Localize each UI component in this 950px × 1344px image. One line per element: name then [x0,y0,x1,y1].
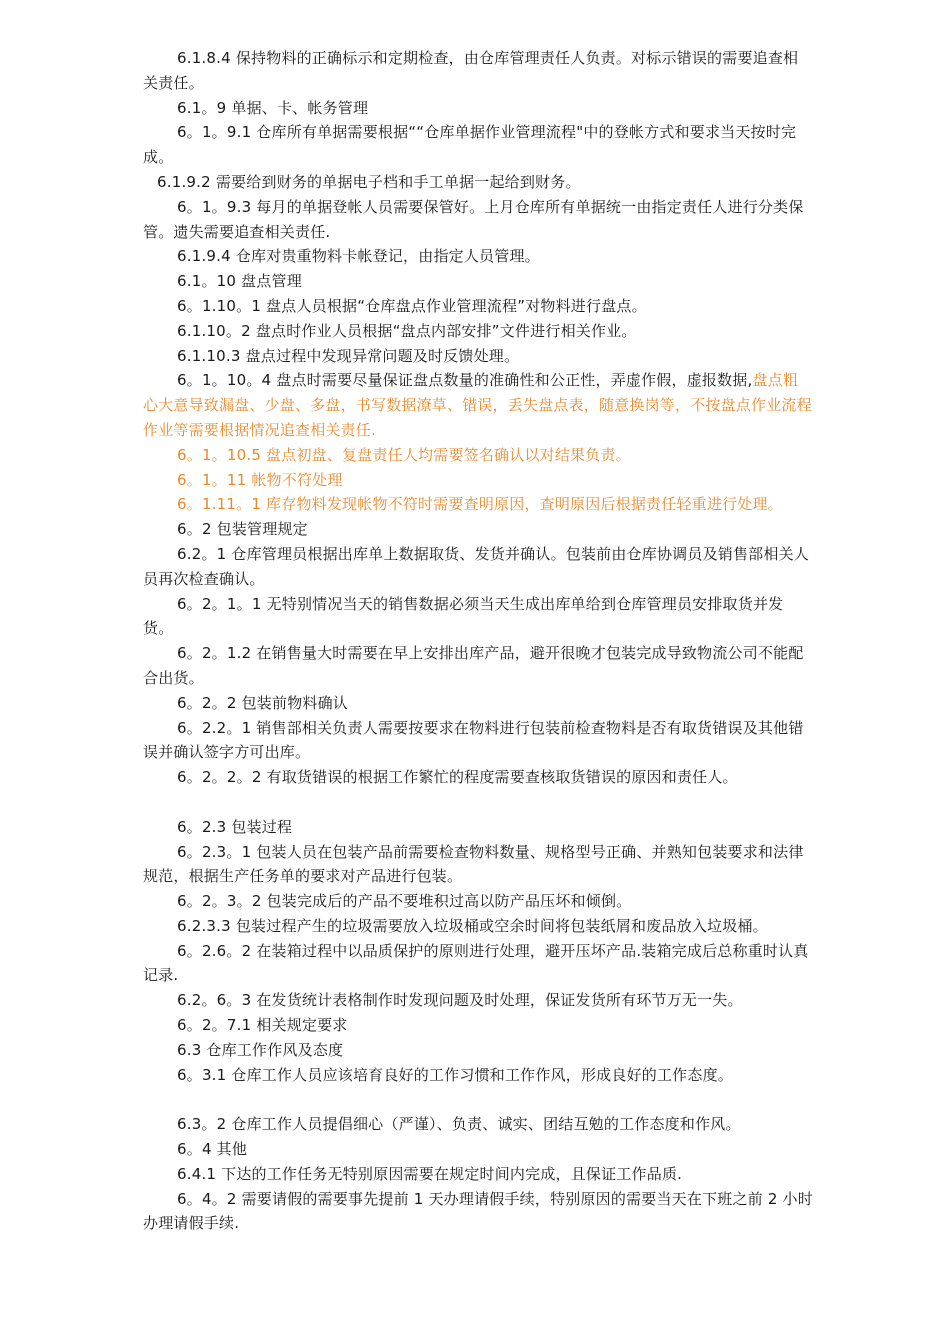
paragraph: 6。1。9.3 每月的单据登帐人员需要保管好。上月仓库所有单据统一由指定责任人进行分类保管。遗失需要追查相关责任. [143,197,804,241]
paragraph: 6。2.3。1 包装人员在包装产品前需要检查物料数量、规格型号正确、并熟知包装要求和法律规范，根据生产任务单的要求对产品进行包装。 [143,842,804,886]
paragraph: 6。2。2。2 有取货错误的根据工作繁忙的程度需要查核取货错误的原因和责任人。 [177,768,738,787]
paragraph: 6。2。1。1 无特别情况当天的销售数据必须当天生成出库单给到仓库管理员安排取货并发货。 [143,594,784,638]
paragraph-highlight: 6。1。10.5 盘点初盘、复盘责任人均需要签名确认以对结果负责。 [177,445,631,464]
blank-line [143,790,813,815]
paragraph: 6。2.2。1 销售部相关负责人需要按要求在物料进行包装前检查物料是否有取货错误及其他错误并确认签字方可出库。 [143,718,804,762]
paragraph: 6.1.10。2 盘点时作业人员根据“盘点内部安排”文件进行相关作业。 [177,321,637,340]
section-heading: 6.1。10 盘点管理 [177,272,302,291]
paragraph: 6。4。2 需要请假的需要事先提前 1 天办理请假手续，特别原因的需要当天在下班之前 2 小时办理请假手续. [143,1189,813,1233]
paragraph: 6.1.10.3 盘点过程中发现异常问题及时反馈处理。 [177,346,520,365]
paragraph-normal-part: 6。1。10。4 盘点时需要尽量保证盘点数量的准确性和公正性，弄虚作假，虚报数据, [177,371,753,390]
section-heading: 6。2.3 包装过程 [177,817,293,836]
paragraph: 6.1.9.4 仓库对贵重物料卡帐登记，由指定人员管理。 [177,247,540,266]
paragraph: 6。3.1 仓库工作人员应该培育良好的工作习惯和工作作风，形成良好的工作态度。 [177,1065,733,1084]
paragraph-mixed [143,368,813,442]
section-heading: 6。2。7.1 相关规定要求 [177,1016,348,1035]
blank-line [143,1087,813,1112]
paragraph: 6。2.6。2 在装箱过程中以品质保护的原则进行处理，避开压坏产品.装箱完成后总称重时认真记录. [143,941,809,985]
section-heading: 6。2 包装管理规定 [177,520,308,539]
paragraph-highlight-part: 盘点粗心大意导致漏盘、少盘、多盘，书写数据潦草、错误，丢失盘点表，随意换岗等，不按盘点作业流程作业等需要根据情况追查相关责任. [143,371,812,439]
paragraph: 6.4.1 下达的工作任务无特别原因需要在规定时间内完成，且保证工作品质. [177,1164,683,1183]
paragraph: 6.1.8.4 保持物料的正确标示和定期检查，由仓库管理责任人负责。对标示错误的需要追查相关责任。 [143,49,799,92]
paragraph: 6.1.9.2 需要给到财务的单据电子档和手工单据一起给到财务。 [157,172,581,191]
paragraph: 6.2。1 仓库管理员根据出库单上数据取货、发货并确认。包装前由仓库协调员及销售部相关人员再次检查确认。 [143,544,809,588]
paragraph-highlight: 6。1.11。1 库存物料发现帐物不符时需要查明原因，查明原因后根据责任轻重进行处理。 [177,495,783,514]
paragraph: 6.2。6。3 在发货统计表格制作时发现问题及时处理，保证发货所有环节万无一失。 [177,991,743,1010]
paragraph: 6.2.3.3 包装过程产生的垃圾需要放入垃圾桶或空余时间将包装纸屑和废品放入垃圾桶。 [177,916,768,935]
paragraph: 6。1。9.1 仓库所有单据需要根据““仓库单据作业管理流程"中的登帐方式和要求当天按时完成。 [143,123,797,167]
section-heading: 6.3 仓库工作作风及态度 [177,1040,344,1059]
paragraph: 6。2。1.2 在销售量大时需要在早上安排出库产品，避开很晚才包装完成导致物流公司不能配合出货。 [143,644,804,687]
paragraph: 6。2。3。2 包装完成后的产品不要堆积过高以防产品压坏和倾倒。 [177,892,632,911]
section-heading: 6.1。9 单据、卡、帐务管理 [177,98,369,117]
paragraph: 6。1.10。1 盘点人员根据“仓库盘点作业管理流程”对物料进行盘点。 [177,296,647,315]
section-heading-highlight: 6。1。11 帐物不符处理 [177,470,343,489]
section-heading: 6。2。2 包装前物料确认 [177,693,348,712]
document-body [143,46,813,1236]
section-heading: 6。4 其他 [177,1140,248,1159]
paragraph: 6.3。2 仓库工作人员提倡细心（严谨）、负责、诚实、团结互勉的工作态度和作风。 [177,1115,741,1134]
